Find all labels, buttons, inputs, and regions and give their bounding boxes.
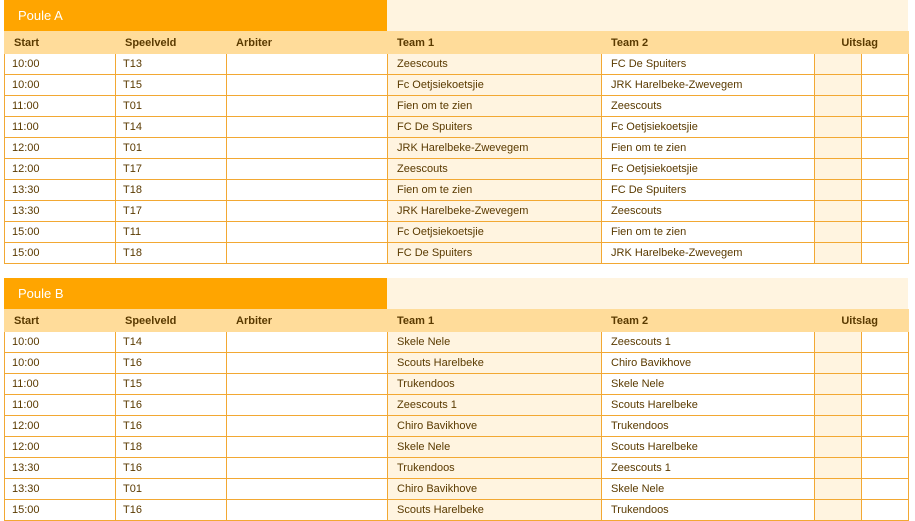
team1-cell: Chiro Bavikhove xyxy=(388,479,602,500)
match-row xyxy=(5,395,909,416)
arbiter-cell[interactable] xyxy=(227,437,388,458)
match-row xyxy=(5,458,909,479)
team1-cell: Skele Nele xyxy=(388,437,602,458)
speelveld-cell: T18 xyxy=(116,180,227,201)
score-team1-cell[interactable] xyxy=(815,416,862,437)
start-time-cell: 10:00 xyxy=(5,75,116,96)
start-time-cell: 13:30 xyxy=(5,180,116,201)
team2-cell: Zeescouts xyxy=(602,201,815,222)
speelveld-cell: T16 xyxy=(116,500,227,521)
score-team2-cell[interactable] xyxy=(862,138,909,159)
team2-cell: JRK Harelbeke-Zwevegem xyxy=(602,75,815,96)
poule-a-section xyxy=(4,0,908,264)
speelveld-cell: T14 xyxy=(116,332,227,353)
team2-cell: Skele Nele xyxy=(602,479,815,500)
score-team1-cell[interactable] xyxy=(815,75,862,96)
arbiter-cell[interactable] xyxy=(227,374,388,395)
score-team1-cell[interactable] xyxy=(815,180,862,201)
team2-cell: Zeescouts 1 xyxy=(602,458,815,479)
col-header-speelveld: Speelveld xyxy=(116,32,227,54)
team1-cell: JRK Harelbeke-Zwevegem xyxy=(388,201,602,222)
match-row xyxy=(5,96,909,117)
score-team1-cell[interactable] xyxy=(815,96,862,117)
start-time-cell: 11:00 xyxy=(5,117,116,138)
team1-cell: Fc Oetjsiekoetsjie xyxy=(388,75,602,96)
score-team1-cell[interactable] xyxy=(815,222,862,243)
col-header-start: Start xyxy=(5,310,116,332)
arbiter-cell[interactable] xyxy=(227,479,388,500)
score-team2-cell[interactable] xyxy=(862,180,909,201)
score-team2-cell[interactable] xyxy=(862,353,909,374)
team1-cell: FC De Spuiters xyxy=(388,243,602,264)
match-row xyxy=(5,75,909,96)
team1-cell: Scouts Harelbeke xyxy=(388,500,602,521)
poule-b-section xyxy=(4,278,908,521)
speelveld-cell: T17 xyxy=(116,159,227,180)
arbiter-cell[interactable] xyxy=(227,395,388,416)
score-team1-cell[interactable] xyxy=(815,500,862,521)
start-time-cell: 11:00 xyxy=(5,395,116,416)
team2-cell: Fc Oetjsiekoetsjie xyxy=(602,159,815,180)
match-row xyxy=(5,374,909,395)
match-row xyxy=(5,222,909,243)
arbiter-cell[interactable] xyxy=(227,159,388,180)
start-time-cell: 13:30 xyxy=(5,458,116,479)
speelveld-cell: T16 xyxy=(116,353,227,374)
score-team2-cell[interactable] xyxy=(862,416,909,437)
speelveld-cell: T01 xyxy=(116,138,227,159)
poule-b-title: Poule B xyxy=(4,278,387,309)
start-time-cell: 11:00 xyxy=(5,374,116,395)
start-time-cell: 12:00 xyxy=(5,138,116,159)
speelveld-cell: T01 xyxy=(116,479,227,500)
team1-cell: Fien om te zien xyxy=(388,96,602,117)
match-row xyxy=(5,353,909,374)
start-time-cell: 10:00 xyxy=(5,332,116,353)
start-time-cell: 11:00 xyxy=(5,96,116,117)
col-header-start: Start xyxy=(5,32,116,54)
team1-cell: Trukendoos xyxy=(388,458,602,479)
match-row xyxy=(5,159,909,180)
poule-a-rows xyxy=(5,54,909,264)
score-team2-cell[interactable] xyxy=(862,332,909,353)
team2-cell: Fc Oetjsiekoetsjie xyxy=(602,117,815,138)
team1-cell: Zeescouts xyxy=(388,54,602,75)
poule-a-title-row xyxy=(4,0,908,31)
header-row xyxy=(5,310,909,332)
poule-b-rows xyxy=(5,332,909,521)
match-row xyxy=(5,500,909,521)
score-team2-cell[interactable] xyxy=(862,75,909,96)
speelveld-cell: T16 xyxy=(116,395,227,416)
score-team2-cell[interactable] xyxy=(862,395,909,416)
match-row xyxy=(5,437,909,458)
score-team2-cell[interactable] xyxy=(862,201,909,222)
score-team1-cell[interactable] xyxy=(815,138,862,159)
team2-cell: Zeescouts 1 xyxy=(602,332,815,353)
team2-cell: Scouts Harelbeke xyxy=(602,395,815,416)
team1-cell: Skele Nele xyxy=(388,332,602,353)
col-header-team2: Team 2 xyxy=(602,32,815,54)
score-team1-cell[interactable] xyxy=(815,243,862,264)
arbiter-cell[interactable] xyxy=(227,500,388,521)
match-row xyxy=(5,54,909,75)
team2-cell: Chiro Bavikhove xyxy=(602,353,815,374)
start-time-cell: 15:00 xyxy=(5,500,116,521)
arbiter-cell[interactable] xyxy=(227,75,388,96)
match-row xyxy=(5,479,909,500)
col-header-team1: Team 1 xyxy=(388,310,602,332)
arbiter-cell[interactable] xyxy=(227,353,388,374)
arbiter-cell[interactable] xyxy=(227,117,388,138)
speelveld-cell: T14 xyxy=(116,117,227,138)
team1-cell: Scouts Harelbeke xyxy=(388,353,602,374)
start-time-cell: 15:00 xyxy=(5,222,116,243)
score-team2-cell[interactable] xyxy=(862,243,909,264)
poule-a-title: Poule A xyxy=(4,0,387,31)
match-row xyxy=(5,243,909,264)
col-header-team1: Team 1 xyxy=(388,32,602,54)
score-team2-cell[interactable] xyxy=(862,374,909,395)
team1-cell: Zeescouts xyxy=(388,159,602,180)
speelveld-cell: T13 xyxy=(116,54,227,75)
col-header-uitslag: Uitslag xyxy=(815,310,909,332)
team2-cell: Skele Nele xyxy=(602,374,815,395)
start-time-cell: 13:30 xyxy=(5,201,116,222)
team2-cell: Trukendoos xyxy=(602,416,815,437)
score-team2-cell[interactable] xyxy=(862,54,909,75)
start-time-cell: 10:00 xyxy=(5,54,116,75)
score-team1-cell[interactable] xyxy=(815,458,862,479)
match-row xyxy=(5,117,909,138)
score-team2-cell[interactable] xyxy=(862,117,909,138)
score-team2-cell[interactable] xyxy=(862,96,909,117)
speelveld-cell: T18 xyxy=(116,243,227,264)
score-team1-cell[interactable] xyxy=(815,159,862,180)
team2-cell: Zeescouts xyxy=(602,96,815,117)
score-team2-cell[interactable] xyxy=(862,222,909,243)
arbiter-cell[interactable] xyxy=(227,416,388,437)
score-team1-cell[interactable] xyxy=(815,54,862,75)
match-row xyxy=(5,201,909,222)
team2-cell: FC De Spuiters xyxy=(602,54,815,75)
start-time-cell: 15:00 xyxy=(5,243,116,264)
poule-b-title-row xyxy=(4,278,908,309)
score-team1-cell[interactable] xyxy=(815,353,862,374)
arbiter-cell[interactable] xyxy=(227,332,388,353)
poule-b-table xyxy=(4,309,909,521)
match-row xyxy=(5,138,909,159)
team2-cell: JRK Harelbeke-Zwevegem xyxy=(602,243,815,264)
score-team1-cell[interactable] xyxy=(815,395,862,416)
arbiter-cell[interactable] xyxy=(227,222,388,243)
score-team1-cell[interactable] xyxy=(815,332,862,353)
poule-a-table xyxy=(4,31,909,264)
col-header-arbiter: Arbiter xyxy=(227,32,388,54)
team1-cell: Fc Oetjsiekoetsjie xyxy=(388,222,602,243)
score-team2-cell[interactable] xyxy=(862,479,909,500)
match-row xyxy=(5,332,909,353)
team2-cell: Scouts Harelbeke xyxy=(602,437,815,458)
speelveld-cell: T11 xyxy=(116,222,227,243)
score-team1-cell[interactable] xyxy=(815,437,862,458)
score-team2-cell[interactable] xyxy=(862,159,909,180)
team1-cell: FC De Spuiters xyxy=(388,117,602,138)
speelveld-cell: T15 xyxy=(116,75,227,96)
speelveld-cell: T16 xyxy=(116,416,227,437)
score-team2-cell[interactable] xyxy=(862,500,909,521)
score-team2-cell[interactable] xyxy=(862,458,909,479)
team2-cell: Fien om te zien xyxy=(602,138,815,159)
speelveld-cell: T18 xyxy=(116,437,227,458)
start-time-cell: 12:00 xyxy=(5,159,116,180)
speelveld-cell: T15 xyxy=(116,374,227,395)
start-time-cell: 12:00 xyxy=(5,416,116,437)
col-header-speelveld: Speelveld xyxy=(116,310,227,332)
col-header-team2: Team 2 xyxy=(602,310,815,332)
arbiter-cell[interactable] xyxy=(227,138,388,159)
speelveld-cell: T16 xyxy=(116,458,227,479)
arbiter-cell[interactable] xyxy=(227,180,388,201)
team2-cell: FC De Spuiters xyxy=(602,180,815,201)
header-row xyxy=(5,32,909,54)
match-row xyxy=(5,180,909,201)
team2-cell: Fien om te zien xyxy=(602,222,815,243)
score-team1-cell[interactable] xyxy=(815,374,862,395)
speelveld-cell: T17 xyxy=(116,201,227,222)
arbiter-cell[interactable] xyxy=(227,458,388,479)
col-header-arbiter: Arbiter xyxy=(227,310,388,332)
match-row xyxy=(5,416,909,437)
team2-cell: Trukendoos xyxy=(602,500,815,521)
start-time-cell: 13:30 xyxy=(5,479,116,500)
arbiter-cell[interactable] xyxy=(227,54,388,75)
col-header-uitslag: Uitslag xyxy=(815,32,909,54)
team1-cell: Chiro Bavikhove xyxy=(388,416,602,437)
score-team1-cell[interactable] xyxy=(815,479,862,500)
score-team1-cell[interactable] xyxy=(815,117,862,138)
team1-cell: Trukendoos xyxy=(388,374,602,395)
team1-cell: Fien om te zien xyxy=(388,180,602,201)
arbiter-cell[interactable] xyxy=(227,96,388,117)
team1-cell: Zeescouts 1 xyxy=(388,395,602,416)
start-time-cell: 10:00 xyxy=(5,353,116,374)
score-team2-cell[interactable] xyxy=(862,437,909,458)
arbiter-cell[interactable] xyxy=(227,201,388,222)
speelveld-cell: T01 xyxy=(116,96,227,117)
score-team1-cell[interactable] xyxy=(815,201,862,222)
start-time-cell: 12:00 xyxy=(5,437,116,458)
team1-cell: JRK Harelbeke-Zwevegem xyxy=(388,138,602,159)
arbiter-cell[interactable] xyxy=(227,243,388,264)
